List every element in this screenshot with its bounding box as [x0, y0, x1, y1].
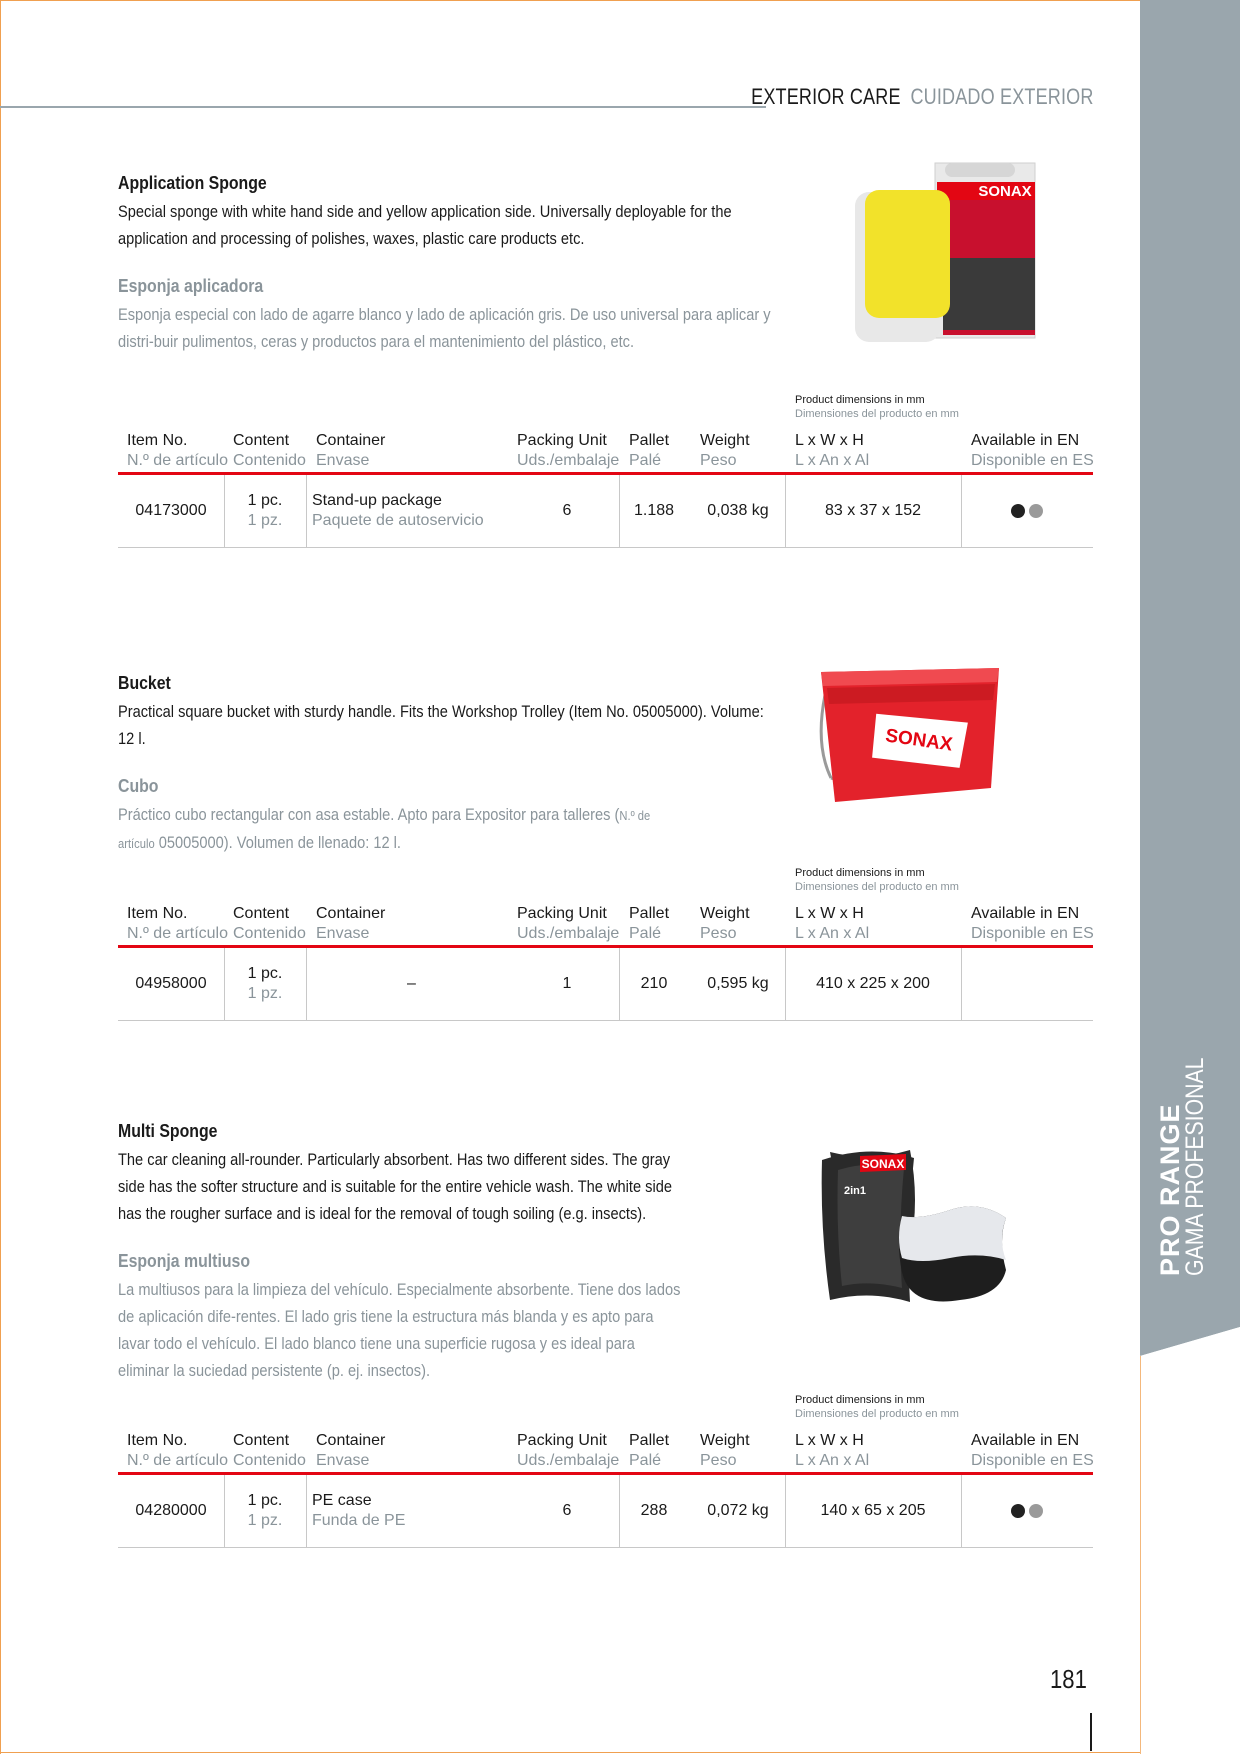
- header-lwh-es: L x An x Al: [795, 925, 870, 942]
- header-available-es: Disponible en ES: [971, 452, 1094, 469]
- header-available-en: Available in EN: [971, 432, 1080, 449]
- side-label-line1: PRO RANGE: [1155, 1103, 1185, 1276]
- cell-content-en: 1 pc.: [247, 492, 283, 509]
- header-packing-es: Uds./embalaje: [517, 452, 620, 469]
- cell-container: [312, 475, 512, 547]
- header-pallet-es: Palé: [629, 1452, 662, 1469]
- dimensions-note-en: Product dimensions in mm: [795, 867, 925, 879]
- section-title-es: CUIDADO EXTERIOR: [910, 84, 1094, 109]
- page-frame-top: [0, 0, 1240, 1]
- availability-en-dot: [1011, 1504, 1025, 1518]
- header-packing: [517, 1431, 619, 1471]
- header-content-es: Contenido: [233, 452, 306, 469]
- cell-content-es: 1 pz.: [247, 985, 283, 1002]
- cell-content-es: 1 pz.: [247, 1512, 283, 1529]
- dimensions-note-es: Dimensiones del producto en mm: [795, 881, 959, 893]
- cell-dimensions: 410 x 225 x 200: [816, 975, 930, 992]
- section-title-en: EXTERIOR CARE: [751, 84, 902, 109]
- cell-weight: 0,038 kg: [707, 502, 769, 519]
- product-desc-en: Special sponge with white hand side and yellow application side. Universally deployable for the application and processing of polishes, waxes, plastic care products etc.: [118, 202, 732, 248]
- table-header: [118, 431, 1093, 471]
- page-frame-bottom: [0, 1752, 1140, 1753]
- header-container-en: Container: [316, 1432, 386, 1449]
- header-container-en: Container: [316, 905, 386, 922]
- cell-packing: 6: [562, 502, 572, 519]
- header-lwh-es: L x An x Al: [795, 1452, 870, 1469]
- cell-availability: [961, 948, 1093, 1020]
- cell-item-no: 04958000: [135, 975, 207, 992]
- dimensions-note: [795, 866, 959, 894]
- header-weight: [700, 904, 750, 944]
- cell-pallet: 288: [640, 1502, 668, 1519]
- dimensions-note-es: Dimensiones del producto en mm: [795, 408, 959, 420]
- product-desc-es-part1: Práctico cubo rectangular con asa estable. Apto para Expositor para talleres (: [118, 805, 620, 824]
- header-lwh: [795, 904, 869, 944]
- header-weight-es: Peso: [700, 1452, 737, 1469]
- dimensions-note-es: Dimensiones del producto en mm: [795, 1408, 959, 1420]
- header-weight-en: Weight: [700, 905, 750, 922]
- header-content: [233, 431, 306, 471]
- header-available: [971, 904, 1094, 944]
- cell-packing: 6: [562, 1502, 572, 1519]
- product-title-es: Esponja aplicadora: [118, 276, 264, 296]
- cell-container-en: Stand-up package: [312, 492, 442, 509]
- header-packing-en: Packing Unit: [517, 1432, 607, 1449]
- header-container-es: Envase: [316, 1452, 370, 1469]
- cell-content: [224, 948, 306, 1020]
- cell-content: [224, 475, 306, 547]
- cell-content-es: 1 pz.: [247, 512, 283, 529]
- cell-container: –: [407, 975, 416, 992]
- multi-sponge-image: [810, 1140, 1010, 1320]
- header-container-es: Envase: [316, 452, 370, 469]
- header-content-es: Contenido: [233, 1452, 306, 1469]
- table-header: [118, 904, 1093, 944]
- header-packing-es: Uds./embalaje: [517, 1452, 620, 1469]
- product-title-es: Cubo: [118, 776, 159, 796]
- header-available-en: Available in EN: [971, 905, 1080, 922]
- header-available-es: Disponible en ES: [971, 1452, 1094, 1469]
- table-row: [118, 1475, 1093, 1547]
- dimensions-note: [795, 1393, 959, 1421]
- product-desc-es: [118, 801, 686, 857]
- header-packing: [517, 431, 619, 471]
- cell-container-en: PE case: [312, 1492, 372, 1509]
- header-lwh-en: L x W x H: [795, 1432, 864, 1449]
- cell-availability: [961, 1475, 1093, 1547]
- cell-packing: 1: [562, 975, 572, 992]
- header-item: [127, 904, 228, 944]
- brand-logo-text: SONAX: [861, 1157, 905, 1171]
- table-bottom-rule: [118, 547, 1093, 548]
- cell-container-es: Paquete de autoservicio: [312, 512, 484, 529]
- header-content-en: Content: [233, 1432, 290, 1449]
- header-content-es: Contenido: [233, 925, 306, 942]
- header-weight-en: Weight: [700, 1432, 750, 1449]
- product-desc-es: Esponja especial con lado de agarre blanco y lado de aplicación gris. De uso universal para aplicar y distri-buir pulimentos, ceras y productos para el mantenimiento del plástico, etc.: [118, 305, 771, 351]
- product-title-en: Bucket: [118, 673, 171, 693]
- cell-availability: [961, 475, 1093, 547]
- header-container-en: Container: [316, 432, 386, 449]
- header-container: [316, 1431, 385, 1471]
- header-pallet-es: Palé: [629, 452, 662, 469]
- cell-container-es: Funda de PE: [312, 1512, 406, 1529]
- table-header: [118, 1431, 1093, 1471]
- header-packing-es: Uds./embalaje: [517, 925, 620, 942]
- application-sponge-image: [845, 160, 1045, 350]
- header-rule: [0, 106, 766, 108]
- cell-content-en: 1 pc.: [247, 965, 283, 982]
- header-pallet-en: Pallet: [629, 432, 670, 449]
- header-content-en: Content: [233, 905, 290, 922]
- brand-logo-text: SONAX: [884, 725, 954, 756]
- header-available-es: Disponible en ES: [971, 925, 1094, 942]
- header-packing: [517, 904, 619, 944]
- header-item-es: N.º de artículo: [127, 452, 228, 469]
- availability-es-dot: [1029, 504, 1043, 518]
- header-item-es: N.º de artículo: [127, 1452, 228, 1469]
- header-lwh-en: L x W x H: [795, 905, 864, 922]
- header-lwh-en: L x W x H: [795, 432, 864, 449]
- header-container: [316, 904, 385, 944]
- table-bottom-rule: [118, 1547, 1093, 1548]
- table-row: [118, 948, 1093, 1020]
- cell-item-no: 04280000: [135, 1502, 207, 1519]
- header-weight: [700, 431, 750, 471]
- product-desc-en: Practical square bucket with sturdy handle. Fits the Workshop Trolley (Item No. 05005000). Volume: 12 l.: [118, 702, 764, 748]
- header-packing-en: Packing Unit: [517, 905, 607, 922]
- product-title-es: Esponja multiuso: [118, 1251, 251, 1271]
- header-pallet: [629, 431, 669, 471]
- bucket-image: [815, 660, 1005, 810]
- header-weight-es: Peso: [700, 452, 737, 469]
- cell-container: [312, 1475, 512, 1547]
- cell-pallet: 1.188: [633, 502, 675, 519]
- header-item: [127, 1431, 228, 1471]
- header-container: [316, 431, 385, 471]
- header-weight-es: Peso: [700, 925, 737, 942]
- header-item-en: Item No.: [127, 1432, 188, 1449]
- side-band: [1140, 0, 1240, 1754]
- cell-content-en: 1 pc.: [247, 1492, 283, 1509]
- header-pallet: [629, 904, 669, 944]
- header-lwh-es: L x An x Al: [795, 452, 870, 469]
- header-content: [233, 904, 306, 944]
- availability-en-dot: [1011, 504, 1025, 518]
- header-pallet-es: Palé: [629, 925, 662, 942]
- two-in-one-badge: 2in1: [844, 1185, 867, 1197]
- page-frame-left: [0, 0, 1, 1754]
- cell-content: [224, 1475, 306, 1547]
- header-weight: [700, 1431, 750, 1471]
- header-packing-en: Packing Unit: [517, 432, 607, 449]
- product-title-en: Multi Sponge: [118, 1121, 218, 1141]
- cell-pallet: 210: [640, 975, 668, 992]
- header-weight-en: Weight: [700, 432, 750, 449]
- header-item-es: N.º de artículo: [127, 925, 228, 942]
- header-item: [127, 431, 228, 471]
- cell-weight: 0,595 kg: [707, 975, 769, 992]
- dimensions-note: [795, 393, 959, 421]
- side-label-line2: GAMA PROFESIONAL: [1181, 1057, 1209, 1276]
- header-lwh: [795, 1431, 869, 1471]
- product-desc-en: The car cleaning all-rounder. Particularly absorbent. Has two different sides. The gray side has the softer structure and is suitable for the entire vehicle wash. The white side has the rougher surface and is ideal for the removal of tough soiling (e.g. insects).: [118, 1150, 672, 1223]
- cell-item-no: 04173000: [135, 502, 207, 519]
- product-desc-es: La multiusos para la limpieza del vehículo. Especialmente absorbente. Tiene dos lados de aplicación dife-rentes. El lado gris tiene la estructura más blanda y es apto para lavar todo el vehículo. El lado blanco tiene una superficie rugosa y es ideal para eliminar la suciedad persistente (p. ej. insectos).: [118, 1280, 681, 1380]
- header-item-en: Item No.: [127, 432, 188, 449]
- header-container-es: Envase: [316, 925, 370, 942]
- cell-weight: 0,072 kg: [707, 1502, 769, 1519]
- product-desc-es-part2: 05005000). Volumen de llenado: 12 l.: [154, 833, 401, 852]
- cell-dimensions: 140 x 65 x 205: [820, 1502, 926, 1519]
- page-number-tick: [1090, 1713, 1092, 1751]
- availability-es-dot: [1029, 1504, 1043, 1518]
- header-pallet-en: Pallet: [629, 1432, 670, 1449]
- header-available: [971, 431, 1094, 471]
- table-bottom-rule: [118, 1020, 1093, 1021]
- header-item-en: Item No.: [127, 905, 188, 922]
- header-content: [233, 1431, 306, 1471]
- section-title: [752, 84, 1094, 110]
- header-available: [971, 1431, 1094, 1471]
- header-lwh: [795, 431, 869, 471]
- header-pallet: [629, 1431, 669, 1471]
- cell-dimensions: 83 x 37 x 152: [824, 502, 922, 519]
- brand-logo-text: SONAX: [978, 183, 1032, 200]
- page-number: 181: [1050, 1664, 1087, 1694]
- product-desc-es-item-label: N.º de artículo: [118, 808, 651, 851]
- header-content-en: Content: [233, 432, 290, 449]
- product-title-en: Application Sponge: [118, 173, 267, 193]
- header-pallet-en: Pallet: [629, 905, 670, 922]
- side-range-label: [1157, 1019, 1207, 1276]
- dimensions-note-en: Product dimensions in mm: [795, 394, 925, 406]
- table-row: [118, 475, 1093, 547]
- header-available-en: Available in EN: [971, 1432, 1080, 1449]
- dimensions-note-en: Product dimensions in mm: [795, 1394, 925, 1406]
